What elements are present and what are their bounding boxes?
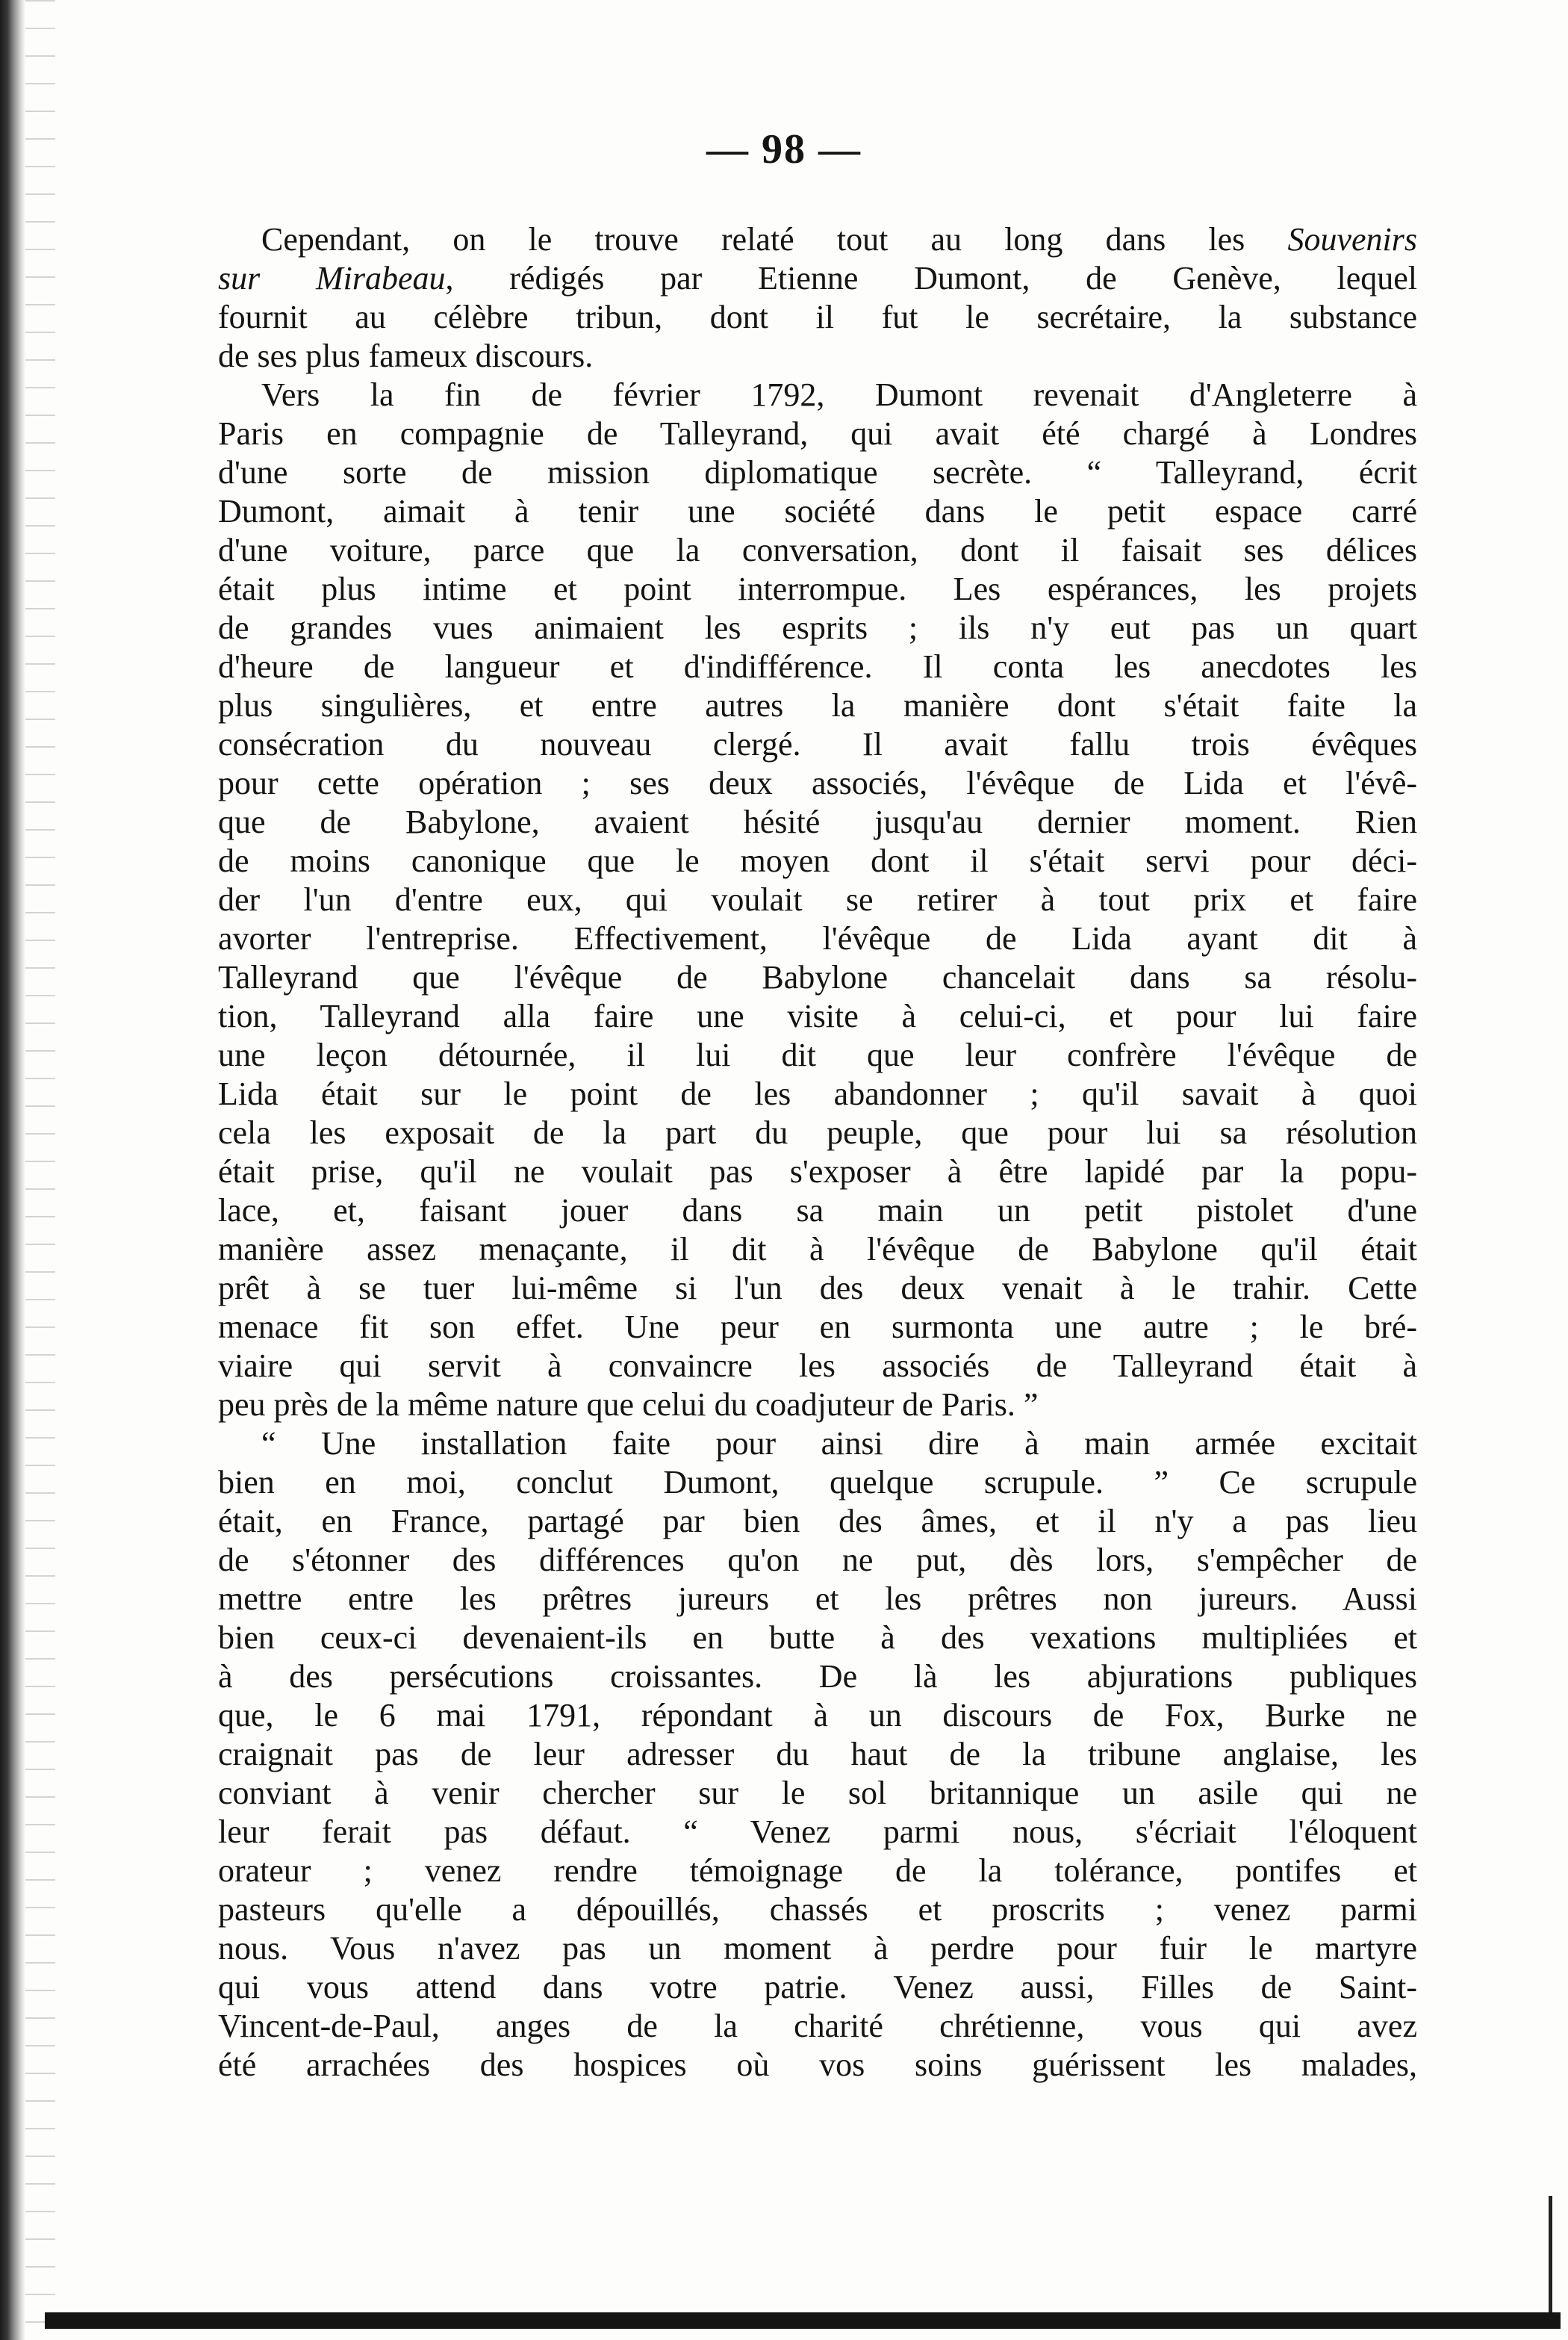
binding-edge-shadow [0,0,25,2340]
text-line [218,803,1417,842]
text-line [218,919,1417,958]
text-line [218,531,1417,570]
line-text: craignait pas de leur adresser du haut de la tribune anglaise, les [218,1736,1417,1772]
line-text: menace fit son effet. Une peur en surmonta une autre ; le bré- [218,1309,1417,1345]
line-text: prêt à se tuer lui-même si l'un des deux venait à le trahir. Cette [218,1270,1417,1306]
text-line [218,1230,1417,1269]
text-line [218,1114,1417,1152]
text-line [218,1269,1417,1308]
text-line [218,220,1417,259]
line-text: manière assez menaçante, il dit à l'évêque de Babylone qu'il était [218,1231,1417,1267]
text-line [218,1890,1417,1929]
text-line [218,1852,1417,1890]
text-line [218,337,1417,376]
text-line [218,1774,1417,1813]
margin-rule [1549,2196,1552,2319]
line-text: à des persécutions croissantes. De là les abjurations publiques [218,1658,1417,1695]
line-text: était prise, qu'il ne voulait pas s'exposer à être lapidé par la popu- [218,1153,1417,1190]
text-line [218,997,1417,1036]
text-line [218,492,1417,531]
line-text: pour cette opération ; ses deux associés, l'évêque de Lida et l'évê- [218,765,1417,801]
text-line [218,1036,1417,1075]
line-text: été arrachées des hospices où vos soins guérissent les malades, [218,2046,1417,2083]
line-text: de ses plus fameux discours. [218,338,594,374]
text-line [218,298,1417,337]
text-line [218,1385,1417,1424]
text-line [218,1619,1417,1657]
text-line [218,1424,1417,1463]
line-text: Cependant, on le trouve relaté tout au long dans les [261,221,1288,258]
text-line [218,764,1417,803]
line-text: avorter l'entreprise. Effectivement, l'évêque de Lida ayant dit à [218,920,1417,957]
line-text: Talleyrand que l'évêque de Babylone chancelait dans sa résolu- [218,959,1417,996]
line-text: conviant à venir chercher sur le sol britannique un asile qui ne [218,1775,1417,1811]
line-text: leur ferait pas défaut. “ Venez parmi nous, s'écriait l'éloquent [218,1813,1417,1850]
text-line [218,376,1417,415]
text-line [218,2046,1417,2085]
text-line [218,1968,1417,2007]
text-line [218,881,1417,919]
line-text: Lida était sur le point de les abandonner ; qu'il savait à quoi [218,1076,1417,1112]
text-line [218,259,1417,298]
text-line [218,1152,1417,1191]
line-text: d'une voiture, parce que la conversation, dont il faisait ses délices [218,532,1417,568]
line-text: que, le 6 mai 1791, répondant à un discours de Fox, Burke ne [218,1697,1417,1734]
line-text: Vers la fin de février 1792, Dumont revenait d'Angleterre à [261,376,1417,413]
line-text: lace, et, faisant jouer dans sa main un petit pistolet d'une [218,1192,1417,1229]
text-line [218,1308,1417,1347]
italic-title: sur Mirabeau [218,260,446,297]
text-line [218,648,1417,686]
text-line [218,1580,1417,1619]
text-line [218,2007,1417,2046]
text-line [218,453,1417,492]
line-text: orateur ; venez rendre témoignage de la tolérance, pontifes et [218,1852,1417,1889]
line-text: mettre entre les prêtres jureurs et les prêtres non jureurs. Aussi [218,1580,1417,1617]
text-line [218,1191,1417,1230]
page-number: — 98 — [706,126,862,173]
text-line [218,1502,1417,1541]
bottom-edge-bar [45,2312,1561,2329]
line-text: , rédigés par Etienne Dumont, de Genève, lequel [445,260,1417,297]
text-line [218,1347,1417,1385]
text-line [218,1813,1417,1852]
line-text: “ Une installation faite pour ainsi dire à main armée excitait [261,1425,1417,1462]
text-line [218,1541,1417,1580]
line-text: de grandes vues animaient les esprits ; ils n'y eut pas un quart [218,609,1417,646]
text-line [218,1696,1417,1735]
line-text: peu près de la même nature que celui du coadjuteur de Paris. ” [218,1386,1039,1423]
text-line [218,725,1417,764]
line-text: Paris en compagnie de Talleyrand, qui avait été chargé à Londres [218,415,1417,452]
line-text: était, en France, partagé par bien des âmes, et il n'y a pas lieu [218,1503,1417,1539]
line-text: der l'un d'entre eux, qui voulait se retirer à tout prix et faire [218,881,1417,918]
line-text: fournit au célèbre tribun, dont il fut le secrétaire, la substance [218,299,1417,335]
line-text: bien ceux-ci devenaient-ils en butte à des vexations multipliées et [218,1619,1417,1656]
line-text: de moins canonique que le moyen dont il s'était servi pour déci- [218,842,1417,879]
text-line [218,1463,1417,1502]
text-line [218,1929,1417,1968]
line-text: Dumont, aimait à tenir une société dans le petit espace carré [218,493,1417,530]
text-line [218,415,1417,453]
line-text: cela les exposait de la part du peuple, que pour lui sa résolution [218,1114,1417,1151]
text-line [218,842,1417,881]
line-text: viaire qui servit à convaincre les associés de Talleyrand était à [218,1347,1417,1384]
text-line [218,1075,1417,1114]
line-text: était plus intime et point interrompue. Les espérances, les projets [218,571,1417,607]
line-text: plus singulières, et entre autres la manière dont s'était faite la [218,687,1417,724]
line-text: nous. Vous n'avez pas un moment à perdre pour fuir le martyre [218,1930,1417,1967]
line-text: d'une sorte de mission diplomatique secrète. “ Talleyrand, écrit [218,454,1417,491]
text-line [218,686,1417,725]
line-text: qui vous attend dans votre patrie. Venez aussi, Filles de Saint- [218,1969,1417,2005]
line-text: consécration du nouveau clergé. Il avait fallu trois évêques [218,726,1417,763]
text-line [218,609,1417,648]
line-text: que de Babylone, avaient hésité jusqu'au dernier moment. Rien [218,804,1417,840]
line-text: pasteurs qu'elle a dépouillés, chassés et proscrits ; venez parmi [218,1891,1417,1928]
scan-noise [25,0,55,2340]
body-text [218,220,1417,2085]
line-text: tion, Talleyrand alla faire une visite à celui-ci, et pour lui faire [218,998,1417,1034]
line-text: d'heure de langueur et d'indifférence. Il conta les anecdotes les [218,648,1417,685]
text-line [218,1735,1417,1774]
text-line [218,958,1417,997]
text-line [218,570,1417,609]
line-text: une leçon détournée, il lui dit que leur confrère l'évêque de [218,1037,1417,1073]
line-text: de s'étonner des différences qu'on ne put, dès lors, s'empêcher de [218,1542,1417,1578]
italic-title: Souvenirs [1287,221,1417,258]
text-line [218,1657,1417,1696]
line-text: Vincent-de-Paul, anges de la charité chrétienne, vous qui avez [218,2008,1417,2044]
line-text: bien en moi, conclut Dumont, quelque scrupule. ” Ce scrupule [218,1464,1417,1500]
